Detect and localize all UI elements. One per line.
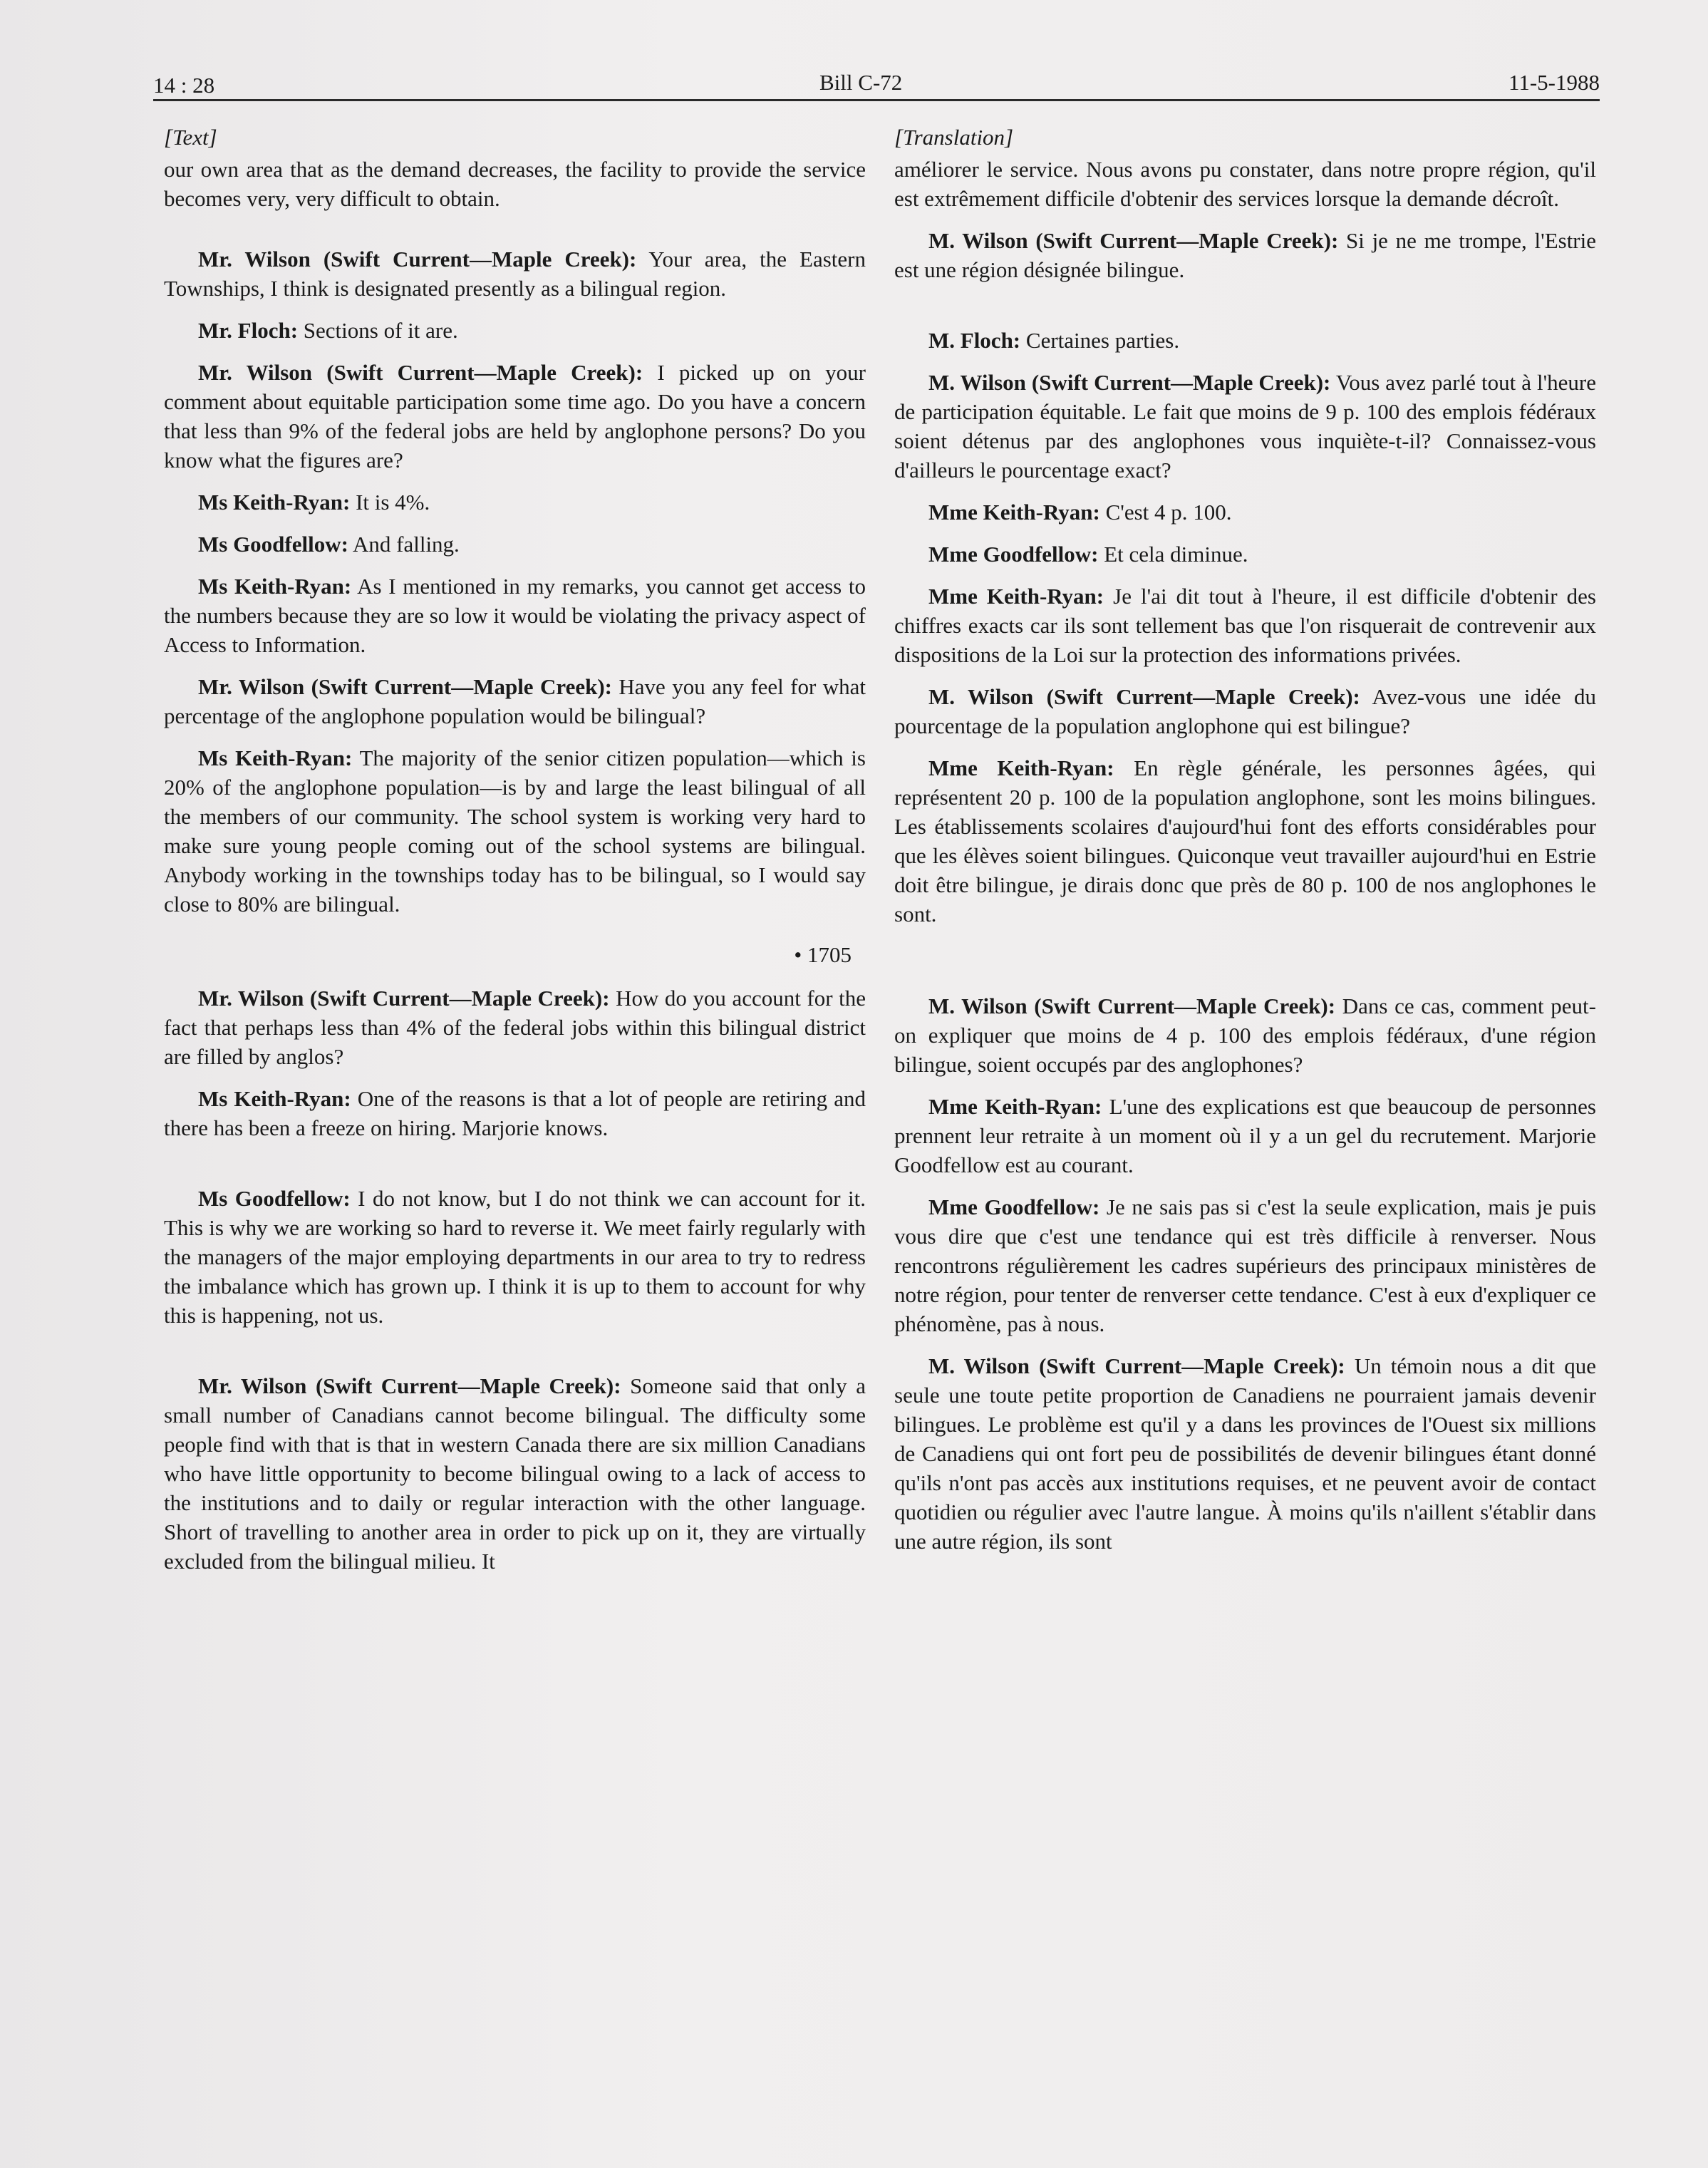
speech-paragraph [894, 753, 1596, 929]
speech-paragraph [894, 226, 1596, 284]
continuation-text: our own area that as the demand decreases, the facility to provide the service becomes very, very difficult to obtain. [164, 157, 866, 211]
page-number: 14 : 28 [153, 73, 215, 98]
speaker-name: Mme Goodfellow: [928, 542, 1099, 567]
spacer [164, 1155, 866, 1184]
speech-text: Si je ne me trompe, l'Estrie est une région désignée bilingue. [894, 228, 1597, 282]
column-tag: [Translation] [894, 125, 1014, 150]
speaker-name: M. Floch: [928, 328, 1021, 353]
spacer [164, 1343, 866, 1371]
speech-text: One of the reasons is that a lot of people are retiring and there has been a freeze on hiring. Marjorie knows. [164, 1086, 866, 1140]
speech-paragraph [894, 1192, 1596, 1338]
speech-text: Dans ce cas, comment peut-on expliquer que moins de 4 p. 100 des emplois fédéraux, d'une région bilingue, soient occupés par des anglophones? [894, 993, 1596, 1077]
speech-paragraph [894, 582, 1596, 669]
speech-paragraph [894, 540, 1596, 569]
speech-paragraph [164, 316, 866, 345]
speech-text: Je ne sais pas si c'est la seule explication, mais je puis vous dire que c'est une tendance qui est très difficile à renverser. Nous rencontrons régulièrement les cadres supérieurs des principaux ministères de notre région, pour tenter de renverser cette tendance. C'est à eux d'expliquer ce phénomène, pas à nous. [894, 1194, 1596, 1336]
speaker-name: Ms Keith-Ryan: [198, 1086, 351, 1111]
column-tag: [Text] [164, 125, 217, 150]
speech-paragraph [164, 358, 866, 475]
speaker-name: M. Wilson (Swift Current—Maple Creek): [928, 1353, 1345, 1378]
header-date: 11-5-1988 [1508, 70, 1600, 95]
time-stamp: • 1705 [794, 942, 852, 967]
speech-paragraph [164, 984, 866, 1071]
french-column [894, 123, 1596, 1569]
speech-paragraph [894, 368, 1596, 485]
speech-paragraph [894, 991, 1596, 1079]
speaker-name: Ms Keith-Ryan: [198, 745, 353, 770]
speech-text: Un témoin nous a dit que seule une toute petite proportion de Canadiens ne pourraient jamais devenir bilingues. Le problème est qu'il y a dans les provinces de l'Ouest six millions de Canadiens qui ont fort peu de possibilités de devenir bilingues étant donné qu'ils n'ont pas accès aux institutions requises, et ne peuvent avoir de contact quotidien ou régulier avec l'autre langue. À moins qu'ils n'aillent s'établir dans une autre région, ils sont [894, 1353, 1597, 1554]
speech-text: En règle générale, les personnes âgées, qui représentent 20 p. 100 de la population anglophone, sont les moins bilingues. Les établissements scolaires d'aujourd'hui font des efforts considérables pour que les élèves soient bilingues. Quiconque veut travailler aujourd'hui en Estrie doit être bilingue, je dirais donc que près de 80 p. 100 de nos anglophones le sont. [894, 755, 1596, 926]
speaker-name: Ms Goodfellow: [198, 1186, 351, 1211]
speaker-name: Mme Keith-Ryan: [928, 755, 1114, 780]
speaker-name: Mr. Wilson (Swift Current—Maple Creek): [198, 1373, 621, 1398]
speech-text: As I mentioned in my remarks, you cannot get access to the numbers because they are so low it would be violating the privacy aspect of Access to Information. [164, 574, 866, 657]
speaker-name: Mr. Wilson (Swift Current—Maple Creek): [198, 674, 612, 699]
speech-text: I picked up on your comment about equitable participation some time ago. Do you have a concern that less than 9% of the federal jobs are held by anglophone persons? Do you know what the figures are? [164, 360, 866, 473]
speaker-name: Mr. Wilson (Swift Current—Maple Creek): [198, 247, 637, 272]
speaker-name: Mme Keith-Ryan: [928, 1094, 1102, 1119]
speech-text: It is 4%. [350, 490, 430, 515]
speech-text: Je l'ai dit tout à l'heure, il est difficile d'obtenir des chiffres exacts car ils sont tellement bas que l'on risquerait de contrevenir aux dispositions de la Loi sur la protection des informations privées. [894, 584, 1596, 667]
speaker-name: Ms Keith-Ryan: [198, 490, 351, 515]
english-column [164, 123, 866, 1589]
speech-paragraph [164, 1084, 866, 1142]
speech-text: C'est 4 p. 100. [1099, 500, 1232, 525]
speech-text: And falling. [348, 532, 460, 557]
speech-paragraph [894, 497, 1596, 527]
speech-text: L'une des explications est que beaucoup de personnes prennent leur retraite à un moment où il y a un gel du recrutement. Marjorie Goodfellow est au courant. [894, 1094, 1596, 1177]
speaker-name: Mr. Wilson (Swift Current—Maple Creek): [198, 360, 643, 385]
speech-paragraph [164, 672, 866, 731]
speech-paragraph [164, 572, 866, 659]
speech-paragraph [894, 326, 1596, 355]
speaker-name: Mme Keith-Ryan: [928, 584, 1104, 609]
speech-text: I do not know, but I do not think we can account for it. This is why we are working so hard to reverse it. We meet fairly regularly with the managers of the major employing departments in our area to try to redress the imbalance which has grown up. I think it is up to them to account for why this is happening, not us. [164, 1186, 866, 1328]
speech-text: Et cela diminue. [1098, 542, 1248, 567]
speech-paragraph [164, 244, 866, 303]
spacer [894, 297, 1596, 326]
continuation-text: améliorer le service. Nous avons pu constater, dans notre propre région, qu'il est extrêmement difficile d'obtenir des services lorsque la demande décroît. [894, 157, 1596, 211]
speaker-name: Mr. Wilson (Swift Current—Maple Creek): [198, 986, 610, 1011]
speech-text: Have you any feel for what percentage of the anglophone population would be bilingual? [164, 674, 866, 728]
speech-text: Your area, the Eastern Townships, I think is designated presently as a bilingual region. [164, 247, 866, 301]
speech-paragraph [164, 743, 866, 919]
speech-paragraph [894, 1092, 1596, 1180]
speech-text: Certaines parties. [1020, 328, 1180, 353]
speaker-name: M. Wilson (Swift Current—Maple Creek): [928, 370, 1331, 395]
speaker-name: Mme Keith-Ryan: [928, 500, 1100, 525]
speech-paragraph [164, 487, 866, 517]
speaker-name: Mr. Floch: [198, 318, 299, 343]
speaker-name: M. Wilson (Swift Current—Maple Creek): [928, 228, 1339, 253]
speaker-name: Mme Goodfellow: [928, 1194, 1100, 1219]
speaker-name: M. Wilson (Swift Current—Maple Creek): [928, 993, 1336, 1018]
speech-paragraph [164, 1371, 866, 1576]
speaker-name: Ms Keith-Ryan: [198, 574, 352, 599]
speaker-name: M. Wilson (Swift Current—Maple Creek): [928, 684, 1360, 709]
spacer [894, 941, 1596, 991]
speech-paragraph [894, 682, 1596, 740]
speech-text: How do you account for the fact that perhaps less than 4% of the federal jobs within this bilingual district are filled by anglos? [164, 986, 866, 1069]
speech-paragraph [164, 530, 866, 559]
speech-text: Avez-vous une idée du pourcentage de la population anglophone qui est bilingue? [894, 684, 1596, 738]
speaker-name: Ms Goodfellow: [198, 532, 348, 557]
speech-text: The majority of the senior citizen population—which is 20% of the anglophone population—is by and large the least bilingual of all the members of our community. The school system is working very hard to make sure young people coming out of the school systems are bilingual. Anybody working in the townships today has to be bilingual, so I would say close to 80% are bilingual. [164, 745, 866, 917]
bill-title: Bill C-72 [819, 70, 903, 95]
speech-text: Sections of it are. [298, 318, 458, 343]
speech-text: Vous avez parlé tout à l'heure de participation équitable. Le fait que moins de 9 p. 100 des emplois fédéraux soient détenus par des anglophones vous inquiète-t-il? Connaissez-vous d'ailleurs le pourcentage exact? [894, 370, 1597, 482]
speech-paragraph [164, 1184, 866, 1330]
page-header [153, 70, 1600, 101]
speech-paragraph [894, 1351, 1596, 1556]
speech-text: Someone said that only a small number of Canadians cannot become bilingual. The difficulty some people find with that is that in western Canada there are six million Canadians who have little opportunity to become bilingual owing to a lack of access to the institutions and to daily or regular interaction with the other language. Short of travelling to another area in order to pick up on it, they are virtually excluded from the bilingual milieu. It [164, 1373, 866, 1574]
header-rule [153, 99, 1600, 101]
